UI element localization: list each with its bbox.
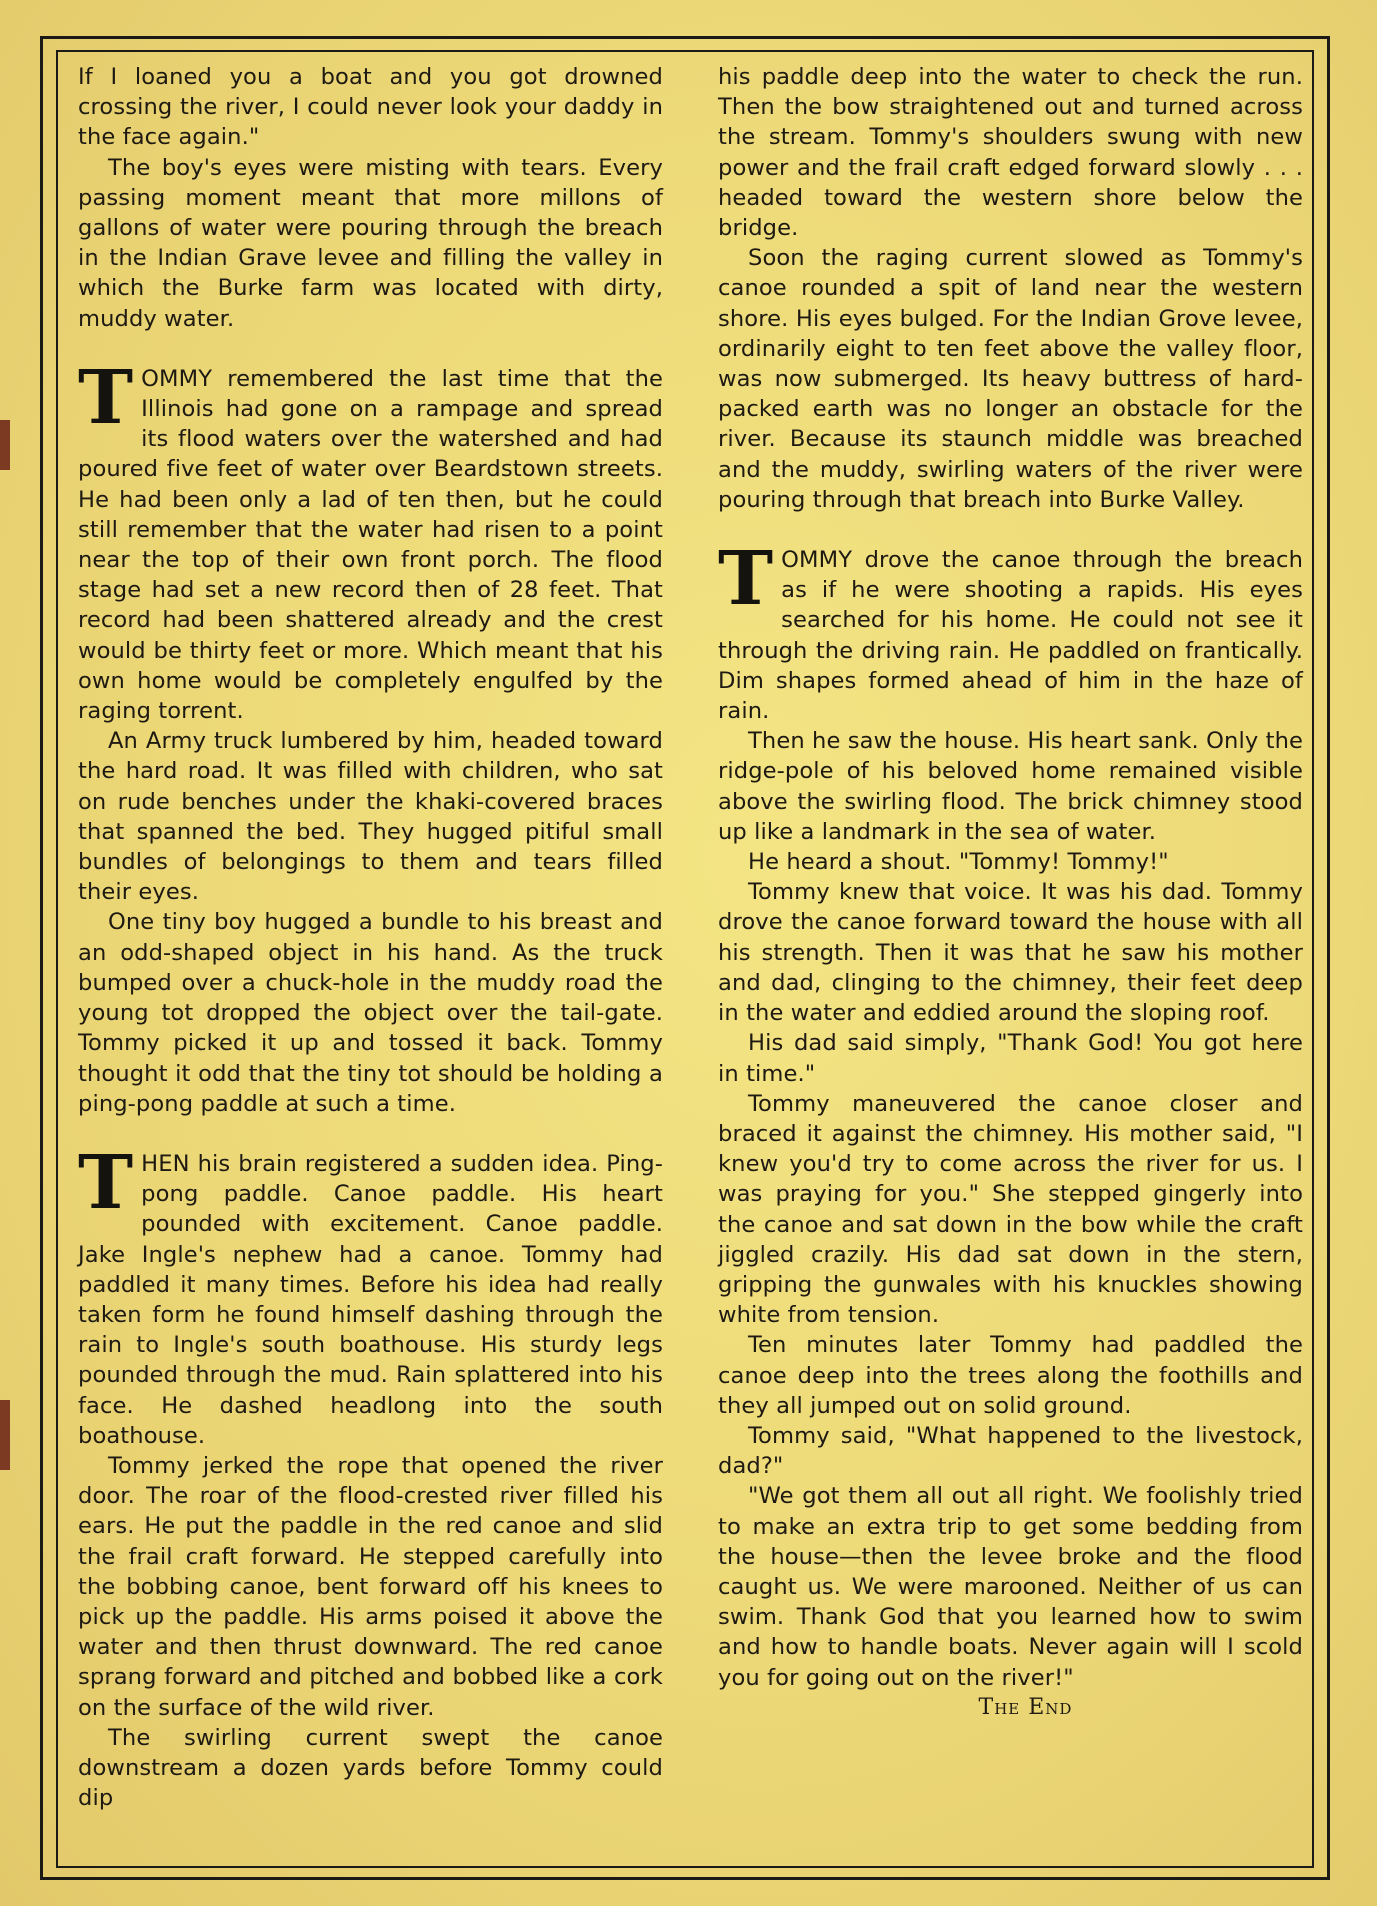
left-column bbox=[78, 62, 663, 1813]
paragraph: Then he saw the house. His heart sank. Only the ridge-pole of his beloved home remained visible above the swirling flood. The brick chimney stood up like a landmark in the sea of water. bbox=[718, 728, 1303, 845]
paragraph: Tommy knew that voice. It was his dad. Tommy drove the canoe forward toward the house with all his strength. Then it was that he saw his mother and dad, clinging to the chimney, their feet deep in the water and eddied around the sloping roof. bbox=[718, 879, 1303, 1027]
paragraph-text: OMMY remembered the last time that the Illinois had gone on a rampage and spread its flood waters over the watershed and had poured five feet of water over Beardstown streets. He had been only a lad of ten then, but he could still remember that the water had risen to a point near the top of their own front porch. The flood stage had set a new record then of 28 feet. That record had been shattered already and the crest would be thirty feet or more. Which meant that his own home would be completely engulfed by the raging torrent. bbox=[78, 365, 663, 725]
paragraph: The swirling current swept the canoe downstream a dozen yards before Tommy could dip bbox=[78, 1724, 663, 1812]
paragraph: Tommy jerked the rope that opened the river door. The roar of the flood-crested river filled his ears. He put the paddle in the red canoe and slid the frail craft forward. He stepped carefully into the bobbing canoe, bent forward off his knees to pick up the paddle. His arms poised it above the water and then thrust downward. The red canoe sprang forward and pitched and bobbed like a cork on the surface of the wild river. bbox=[78, 1452, 663, 1721]
paragraph-dropcap bbox=[78, 1139, 663, 1451]
paragraph: Soon the raging current slowed as Tommy's canoe rounded a spit of land near the western shore. His eyes bulged. For the Indian Grove levee, ordinarily eight to ten feet above the valley floor, was now submerged. Its heavy buttress of hard-packed earth was no longer an obstacle for the river. Because its staunch middle was breached and the muddy, swirling waters of the river were pouring through that breach into Burke Valley. bbox=[718, 245, 1303, 513]
paragraph: An Army truck lumbered by him, headed toward the hard road. It was filled with children, who sat on rude benches under the khaki-covered braces that spanned the bed. They hugged pitiful small bundles of belongings to them and tears filled their eyes. bbox=[78, 728, 663, 906]
drop-cap: T bbox=[78, 1139, 134, 1226]
paragraph: Tommy said, "What happened to the livestock, dad?" bbox=[718, 1422, 1303, 1480]
drop-cap: T bbox=[78, 354, 134, 441]
the-end-label: The End bbox=[978, 1694, 1073, 1720]
right-column bbox=[718, 62, 1303, 1723]
paragraph: The boy's eyes were misting with tears. Every passing moment meant that more millons of gallons of water were pouring through the breach in the Indian Grave levee and filling the valley in which the Burke farm was located with dirty, muddy water. bbox=[78, 154, 663, 332]
paragraph: Tommy maneuvered the canoe closer and braced it against the chimney. His mother said, "I knew you'd try to come across the river for us. I was praying for you." She stepped gingerly into the canoe and sat down in the bow while the craft jiggled crazily. His dad sat down in the stern, gripping the gunwales with his knuckles showing white from tension. bbox=[718, 1090, 1303, 1329]
drop-cap: T bbox=[718, 536, 774, 623]
paragraph: If I loaned you a boat and you got drowned crossing the river, I could never look your daddy in the face again." bbox=[78, 64, 663, 151]
paragraph: his paddle deep into the water to check the run. Then the bow straightened out and turned across the stream. Tommy's shoulders swung with new power and the frail craft edged forward slowly . . . headed toward the western shore below the bridge. bbox=[718, 64, 1303, 242]
paragraph-text: HEN his brain registered a sudden idea. Ping-pong paddle. Canoe paddle. His heart pounded with excitement. Canoe paddle. Jake Ingle's nephew had a canoe. Tommy had paddled it many times. Before his idea had really taken form he found himself dashing through the rain to Ingle's south boathouse. His sturdy legs pounded through the mud. Rain splattered into his face. He dashed headlong into the south boathouse. bbox=[78, 1150, 663, 1449]
paragraph-dropcap bbox=[78, 354, 663, 726]
paragraph-dropcap bbox=[718, 536, 1303, 726]
paragraph: His dad said simply, "Thank God! You got here in time." bbox=[718, 1030, 1303, 1087]
paragraph-text: OMMY drove the canoe through the breach as if he were shooting a rapids. His eyes searched for his home. He could not see it through the driving rain. He paddled on frantically. Dim shapes formed ahead of him in the haze of rain. bbox=[718, 547, 1303, 725]
paragraph: He heard a shout. "Tommy! Tommy!" bbox=[748, 849, 1169, 876]
page-edge-mark bbox=[0, 1400, 10, 1470]
paragraph: Ten minutes later Tommy had paddled the canoe deep into the trees along the foothills and they all jumped out on solid ground. bbox=[718, 1332, 1303, 1419]
paragraph: One tiny boy hugged a bundle to his breast and an odd-shaped object in his hand. As the truck bumped over a chuck-hole in the muddy road the young tot dropped the object over the tail-gate. Tommy picked it up and tossed it back. Tommy thought it odd that the tiny tot should be holding a ping-pong paddle at such a time. bbox=[78, 909, 663, 1117]
page-edge-mark bbox=[0, 420, 10, 470]
paragraph: "We got them all out all right. We foolishly tried to make an extra trip to get some bedding from the house—then the levee broke and the flood caught us. We were marooned. Neither of us can swim. Thank God that you learned how to swim and how to handle boats. Never again will I scold you for going out on the river!" bbox=[718, 1483, 1303, 1691]
